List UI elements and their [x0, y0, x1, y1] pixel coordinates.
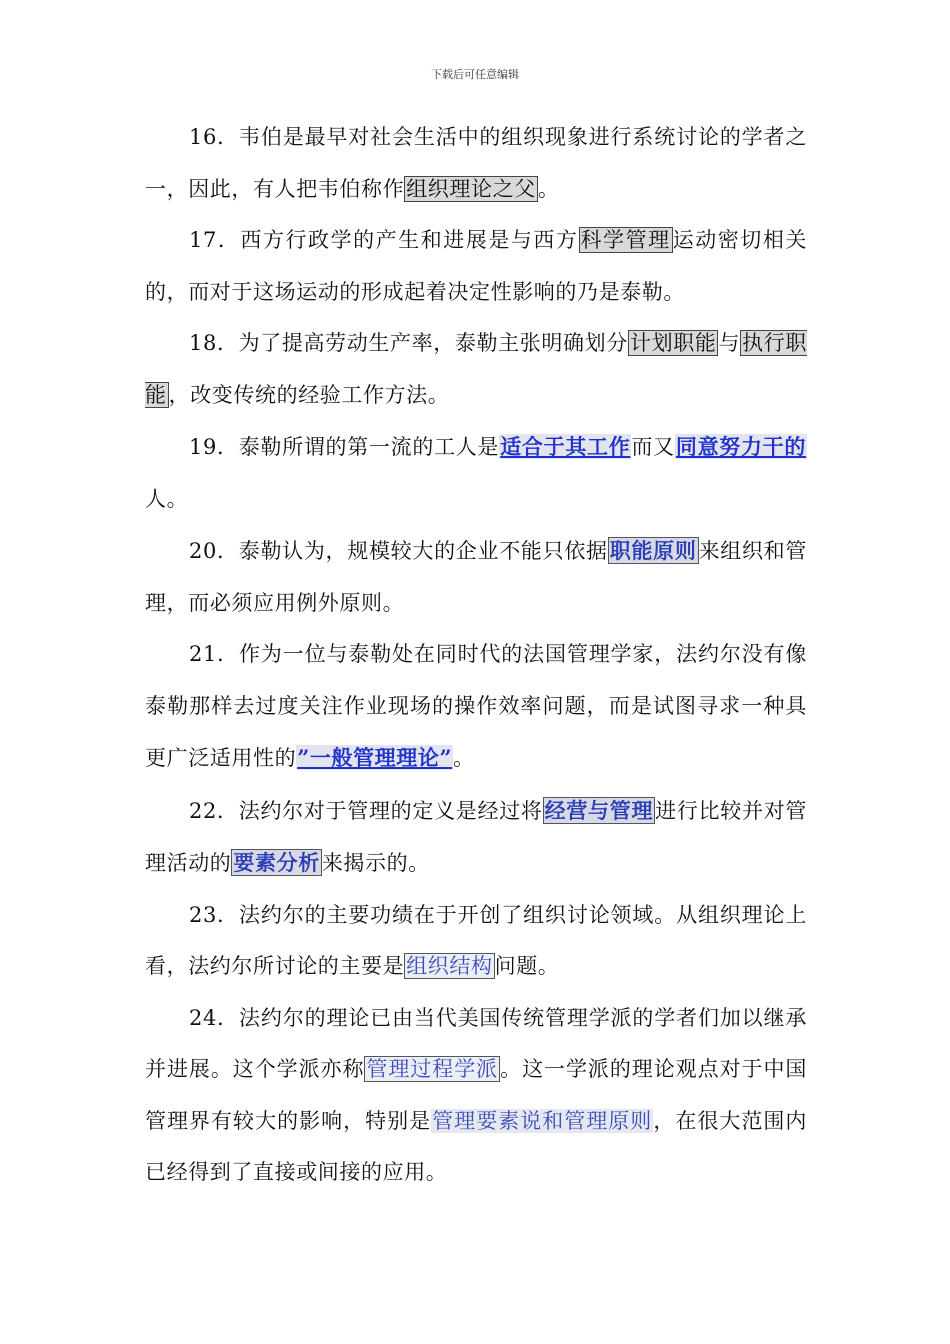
text: 问题。 [494, 954, 560, 978]
text: 进行比较并对管理活动的 [145, 798, 808, 875]
text: 22．法约尔对于管理的定义是经过将 [189, 798, 543, 823]
text: 。这一学派的理论观点对于中国管理界有较大的影响，特别是 [145, 1057, 807, 1133]
text: 运动密切相关的，而对于这场运动的形成起着决定性影响的乃是泰勒。 [145, 228, 807, 304]
answer-highlight: 适合于其工作 [500, 434, 631, 459]
text: 与 [718, 331, 741, 355]
answer-highlight: 要素分析 [233, 850, 320, 875]
text: 20．泰勒认为，规模较大的企业不能只依据 [189, 539, 608, 563]
text: 。 [537, 176, 560, 201]
text: 来组织和管理，而必须应用例外原则。 [145, 539, 807, 615]
page-header: 下载后可任意编辑 [431, 68, 519, 81]
answer-highlight: 组织理论之父 [406, 176, 536, 201]
document-body [145, 112, 807, 1199]
paragraph-24 [145, 993, 807, 1199]
text: ，改变传统的经验工作方法。 [168, 382, 450, 407]
text: 21．作为一位与泰勒处在同时代的法国管理学家，法约尔没有像泰勒那样去过度关注作业现场的操作效率问题，而是试图寻求一种具更广泛适用性的 [145, 642, 807, 770]
text: 24．法约尔的理论已由当代美国传统管理学派的学者们加以继承并进展。这个学派亦称 [145, 1005, 807, 1081]
text: 19．泰勒所谓的第一流的工人是 [189, 435, 500, 459]
text: 18．为了提高劳动生产率，泰勒主张明确划分 [189, 331, 628, 355]
text: 人。 [145, 486, 189, 511]
answer-highlight: 组织结构 [406, 954, 493, 978]
answer-highlight: 执行职能 [145, 331, 807, 407]
paragraph-21 [145, 629, 807, 785]
paragraph-23 [145, 890, 807, 993]
answer-highlight: 职能原则 [609, 538, 697, 563]
text: 而又 [631, 435, 675, 459]
paragraph-19 [145, 421, 807, 525]
text: 来揭示的。 [321, 851, 430, 875]
text: ，在很大范围内已经得到了直接或间接的应用。 [145, 1108, 807, 1184]
text: 16．韦伯是最早对社会生活中的组织现象进行系统讨论的学者之一，因此，有人把韦伯称作 [145, 125, 807, 201]
answer-highlight: 经营与管理 [544, 797, 654, 823]
text: 23．法约尔的主要功绩在于开创了组织讨论领域。从组织理论上看，法约尔所讨论的主要是 [145, 902, 807, 978]
answer-highlight: ”一般管理理论” [297, 745, 453, 770]
paragraph-22 [145, 785, 807, 890]
text: 17．西方行政学的产生和进展是与西方 [189, 228, 579, 252]
paragraph-18 [145, 318, 807, 421]
paragraph-16 [145, 112, 807, 215]
paragraph-17 [145, 215, 807, 318]
answer-highlight: 计划职能 [629, 331, 717, 355]
answer-highlight: 科学管理 [580, 228, 671, 252]
paragraph-20 [145, 525, 807, 629]
answer-highlight: 管理要素说和管理原则 [432, 1108, 653, 1133]
answer-highlight: 同意努力干的 [675, 434, 806, 459]
text: 。 [453, 746, 475, 770]
answer-highlight: 管理过程学派 [366, 1057, 499, 1081]
